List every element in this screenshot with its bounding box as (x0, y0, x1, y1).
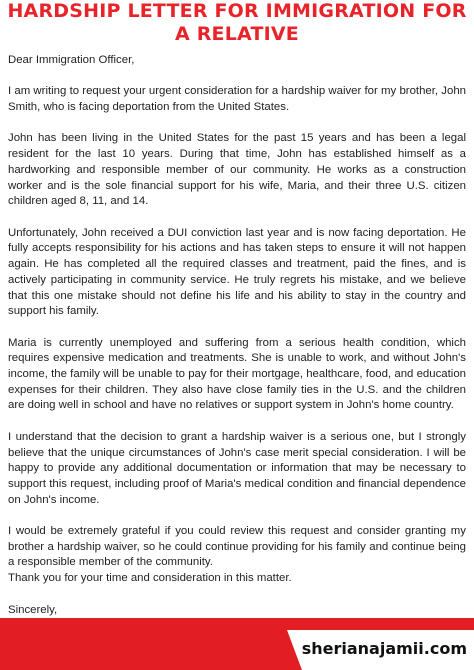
letter-closing: Sincerely, (8, 603, 58, 616)
letter-body (8, 53, 466, 634)
letter-paragraph-1: I am writing to request your urgent consideration for a hardship waiver for my brother, John Smith, who is facing deportation from the United States. (8, 85, 466, 114)
letter-paragraph-6: I would be extremely grateful if you could review this request and consider granting my brother a hardship waiver, so he could continue providing for his family and continue being a responsible member of the community. (8, 525, 466, 569)
letter-paragraph-3: Unfortunately, John received a DUI conviction last year and is now facing deportation. He fully accepts responsibility for his actions and has taken steps to ensure it will not happen again. He has completed all the required classes and treatment, paid the fines, and is actively participating in community service. He truly regrets his mistake, and we believe that this one mistake should not define his life and his ability to stay in the country and support his family. (8, 226, 466, 318)
letter-paragraph-4: Maria is currently unemployed and suffering from a serious health condition, which requires expensive medication and treatments. She is unable to work, and without John's income, the family will be unable to pay for their mortgage, healthcare, food, and education expenses for their children. They also have close family ties in the U.S. and the children are doing well in school and have no relatives or support system in John's home country. (8, 336, 466, 412)
letter-salutation: Dear Immigration Officer, (8, 54, 135, 66)
letter-paragraph-2: John has been living in the United States for the past 15 years and has been a legal resident for the last 10 years. During that time, John has established himself as a hardworking and responsible member of our community. He works as a construction worker and is the sole financial support for his wife, Maria, and their three U.S. citizen children aged 8, 11, and 14. (8, 132, 466, 208)
letter-thanks: Thank you for your time and consideration in this matter. (8, 572, 292, 585)
title-line-1: HARDSHIP LETTER FOR IMMIGRATION FOR (7, 0, 467, 22)
page-title (0, 0, 474, 46)
title-line-2: A RELATIVE (175, 23, 299, 45)
letter-paragraph-5: I understand that the decision to grant a hardship waiver is a serious one, but I strongly believe that the unique circumstances of John's case merit special consideration. I will be happy to provide any additional documentation or information that may be necessary to support this request, including proof of Maria's medical condition and financial dependence on John's income. (8, 430, 466, 506)
footer-site-name: sherianajamii.com (301, 639, 467, 658)
